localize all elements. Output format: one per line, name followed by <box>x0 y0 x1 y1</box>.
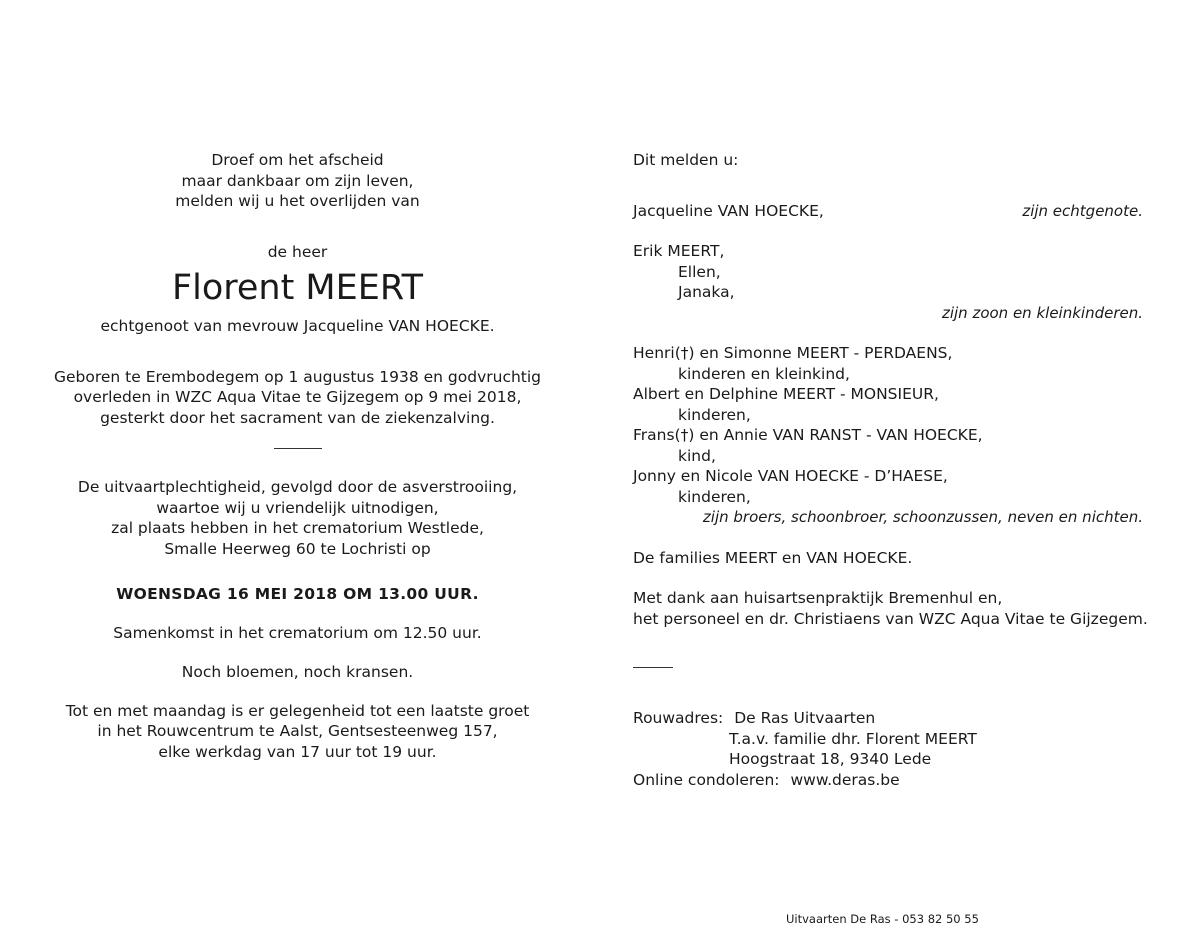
obituary-left-column <box>20 150 575 762</box>
son-name: Erik MEERT, <box>633 242 725 260</box>
footer-contact: Uitvaarten De Ras - 053 82 50 55 <box>786 912 979 926</box>
thanks-row <box>633 609 1148 630</box>
siblings-role: zijn broers, schoonbroer, schoonzussen, neven en nichten. <box>702 508 1143 526</box>
address-line-2: T.a.v. familie dhr. Florent MEERT <box>729 729 977 748</box>
sibling-sub-row <box>633 487 1143 508</box>
address-label: Rouwadres: <box>633 709 724 727</box>
son-row <box>633 241 1143 262</box>
sibling-sub: kinderen en kleinkind, <box>678 364 850 383</box>
son-role: zijn zoon en kleinkinderen. <box>941 303 1143 322</box>
sibling-sub: kinderen, <box>678 405 751 424</box>
address-row <box>633 708 1143 729</box>
spouse-line: echtgenoot van mevrouw Jacqueline VAN HOECKE. <box>100 317 495 335</box>
sibling-sub: kinderen, <box>678 487 751 506</box>
birth-line-2: overleden in WZC Aqua Vitae te Gijzegem op 9 mei 2018, <box>73 388 522 406</box>
ceremony-date: WOENSDAG 16 MEI 2018 OM 13.00 UUR. <box>116 585 479 603</box>
intro-line-2: maar dankbaar om zijn leven, <box>181 171 414 190</box>
address-row <box>633 749 1143 770</box>
birth-line-3: gesterkt door het sacrament van de ziekenzalving. <box>100 408 495 427</box>
families-row <box>633 548 1143 569</box>
visit-line-3: elke werkdag van 17 uur tot 19 uur. <box>158 742 437 761</box>
grandchild-row <box>633 282 1143 303</box>
visit-line-1: Tot en met maandag is er gelegenheid tot een laatste groet <box>65 701 530 720</box>
sibling-row <box>633 425 1143 446</box>
ceremony-line-2: waartoe wij u vriendelijk uitnodigen, <box>156 498 439 517</box>
ceremony-line-1: De uitvaartplechtigheid, gevolgd door de asverstrooiing, <box>77 478 518 496</box>
condolence-link[interactable]: www.deras.be <box>790 770 900 789</box>
son-role-row <box>633 303 1143 324</box>
birth-line-1: Geboren te Erembodegem op 1 augustus 1938 en godvruchtig <box>53 367 542 386</box>
spouse-row <box>633 201 1143 222</box>
sibling-name: Jonny en Nicole VAN HOECKE - D’HAESE, <box>633 467 948 485</box>
address-line-3: Hoogstraat 18, 9340 Lede <box>729 750 932 768</box>
condolence-label: Online condoleren: <box>633 770 780 789</box>
visit-line-2: in het Rouwcentrum te Aalst, Gentsesteenweg 157, <box>97 722 498 740</box>
deceased-name: Florent MEERT <box>171 268 424 308</box>
gathering-line: Samenkomst in het crematorium om 12.50 uur. <box>113 623 482 642</box>
sibling-row <box>633 466 1143 487</box>
salutation: de heer <box>267 242 328 261</box>
address-row <box>633 729 1143 750</box>
spouse-role: zijn echtgenote. <box>1022 201 1143 220</box>
grandchild-row <box>633 262 1143 283</box>
intro-line-1: Droef om het afscheid <box>211 151 384 169</box>
ceremony-line-3: zal plaats hebben in het crematorium Westlede, <box>111 519 484 537</box>
address-line-1: De Ras Uitvaarten <box>734 709 876 727</box>
sibling-sub-row <box>633 446 1143 467</box>
grandchild-name: Janaka, <box>678 283 735 301</box>
sibling-row <box>633 384 1143 405</box>
families-text: De families MEERT en VAN HOECKE. <box>633 548 913 567</box>
intro-line-3: melden wij u het overlijden van <box>175 192 420 210</box>
condolence-row <box>633 770 1143 791</box>
obituary-right-column <box>633 150 1148 790</box>
sibling-sub-row <box>633 364 1143 385</box>
spouse-name: Jacqueline VAN HOECKE, <box>633 201 824 220</box>
ceremony-line-4: Smalle Heerweg 60 te Lochristi op <box>164 539 431 558</box>
sibling-sub: kind, <box>678 446 716 465</box>
sibling-row <box>633 343 1143 364</box>
flowers-line: Noch bloemen, noch kransen. <box>181 663 414 681</box>
thanks-row <box>633 588 1143 609</box>
thanks-line-1: Met dank aan huisartsenpraktijk Bremenhul en, <box>633 589 1003 607</box>
sibling-name: Frans(†) en Annie VAN RANST - VAN HOECKE, <box>633 426 983 444</box>
sibling-name: Albert en Delphine MEERT - MONSIEUR, <box>633 385 939 403</box>
announce-intro-text: Dit melden u: <box>633 151 739 169</box>
sibling-name: Henri(†) en Simonne MEERT - PERDAENS, <box>633 344 953 362</box>
sibling-sub-row <box>633 405 1143 426</box>
announce-intro <box>633 150 1143 171</box>
thanks-line-2: het personeel en dr. Christiaens van WZC Aqua Vitae te Gijzegem. <box>633 609 1148 628</box>
siblings-role-row <box>633 507 1143 528</box>
grandchild-name: Ellen, <box>678 262 721 281</box>
